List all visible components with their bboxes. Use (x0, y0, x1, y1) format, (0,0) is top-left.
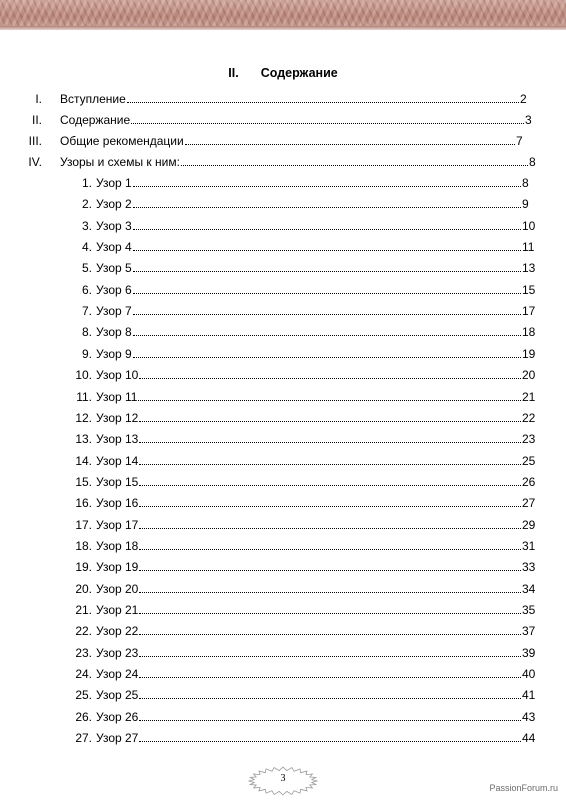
dot-leader (139, 378, 521, 379)
toc-pattern-entry (0, 388, 566, 406)
pattern-number: 15. (75, 474, 92, 489)
toc-entry-page: 8 (529, 155, 536, 169)
pattern-label: Узор 10 (96, 368, 139, 383)
pattern-label: Узор 11 (96, 389, 138, 404)
pattern-page: 40 (522, 667, 536, 682)
toc-entry-page: 7 (516, 134, 523, 148)
dot-leader (139, 464, 521, 465)
pattern-number: 14. (75, 453, 92, 468)
toc-pattern-entry (0, 665, 566, 683)
pattern-label: Узор 24 (96, 667, 139, 682)
toc-pattern-entry (0, 259, 566, 277)
pattern-page: 21 (522, 389, 536, 404)
toc-entry-marker: IV. (28, 155, 42, 169)
pattern-label: Узор 9 (96, 346, 132, 361)
section-number: II. (228, 66, 239, 80)
pattern-number: 12. (75, 410, 92, 425)
toc-entry (0, 90, 566, 108)
pattern-page: 18 (522, 325, 536, 340)
dot-leader (133, 250, 521, 251)
pattern-label: Узор 20 (96, 581, 139, 596)
dot-leader (139, 656, 521, 657)
toc-pattern-entry (0, 323, 566, 341)
pattern-page: 13 (522, 261, 536, 276)
pattern-label: Узор 8 (96, 325, 132, 340)
toc-entry (0, 153, 566, 171)
dot-leader (133, 207, 521, 208)
toc-entry-label: Вступление (60, 92, 126, 106)
toc-pattern-entry (0, 601, 566, 619)
pattern-page: 25 (522, 453, 536, 468)
pattern-number: 9. (81, 346, 92, 361)
dot-leader (139, 698, 521, 699)
toc-entry (0, 111, 566, 129)
toc-entry-marker: III. (28, 134, 42, 148)
toc-pattern-entry (0, 195, 566, 213)
dot-leader (127, 102, 519, 103)
pattern-number: 4. (81, 240, 92, 255)
pattern-page: 15 (522, 282, 536, 297)
toc-pattern-entry (0, 345, 566, 363)
toc-pattern-entry (0, 708, 566, 726)
pattern-number: 24. (75, 667, 92, 682)
dot-leader (139, 442, 521, 443)
dot-leader (139, 634, 521, 635)
toc-pattern-entry (0, 302, 566, 320)
pattern-number: 21. (75, 603, 92, 617)
toc-pattern-entry (0, 174, 566, 192)
pattern-number: 6. (81, 282, 92, 297)
dot-leader (139, 528, 521, 529)
dot-leader (133, 357, 521, 358)
pattern-number: 16. (75, 496, 92, 511)
watermark: PassionForum.ru (489, 783, 558, 793)
dot-leader (139, 421, 521, 422)
toc-pattern-entry (0, 686, 566, 704)
pattern-page: 17 (522, 304, 536, 319)
pattern-number: 10. (75, 368, 92, 383)
pattern-page: 35 (522, 603, 536, 617)
toc-pattern-entry (0, 537, 566, 555)
pattern-page: 9 (522, 197, 529, 212)
dot-leader (139, 741, 521, 742)
toc-pattern-entry (0, 580, 566, 598)
pattern-label: Узор 16 (96, 496, 139, 511)
pattern-label: Узор 15 (96, 474, 139, 489)
pattern-label: Узор 23 (96, 645, 139, 660)
pattern-page: 31 (522, 538, 536, 553)
pattern-page: 44 (522, 731, 536, 746)
toc-entry-marker: II. (31, 113, 42, 127)
dot-leader (139, 549, 521, 550)
pattern-page: 41 (522, 688, 536, 703)
dot-leader (139, 592, 521, 593)
pattern-number: 1. (81, 176, 92, 190)
page-number: 3 (280, 773, 286, 784)
pattern-number: 8. (81, 325, 92, 340)
pattern-page: 33 (522, 560, 536, 575)
pattern-label: Узор 18 (96, 538, 139, 553)
dot-leader (133, 229, 521, 230)
toc-pattern-entry (0, 366, 566, 384)
pattern-number: 3. (81, 218, 92, 233)
toc-entry-label: Узоры и схемы к ним: (60, 155, 180, 169)
dot-leader (133, 314, 521, 315)
toc-pattern-entry (0, 430, 566, 448)
pattern-page: 39 (522, 645, 536, 660)
toc-pattern-entry (0, 644, 566, 662)
toc-entry-page: 3 (525, 113, 532, 127)
pattern-label: Узор 14 (96, 453, 139, 468)
pattern-number: 13. (75, 432, 92, 447)
pattern-label: Узор 19 (96, 560, 139, 575)
section-title: Содержание (260, 66, 338, 80)
toc-entry-marker: I. (35, 92, 42, 106)
toc-pattern-entry (0, 238, 566, 256)
pattern-label: Узор 21 (96, 603, 139, 617)
toc-pattern-entry (0, 409, 566, 427)
toc-pattern-entry (0, 494, 566, 512)
toc-pattern-entry (0, 516, 566, 534)
pattern-label: Узор 6 (96, 282, 132, 297)
dot-leader (139, 613, 521, 614)
pattern-label: Узор 27 (96, 731, 139, 746)
pattern-number: 7. (81, 304, 92, 319)
pattern-page: 29 (522, 517, 536, 532)
toc-entry-label: Общие рекомендации (60, 134, 184, 148)
pattern-label: Узор 12 (96, 410, 139, 425)
pattern-number: 5. (81, 261, 92, 276)
pattern-number: 23. (75, 645, 92, 660)
pattern-number: 19. (75, 560, 92, 575)
pattern-label: Узор 4 (96, 240, 132, 255)
pattern-number: 27. (75, 731, 92, 746)
pattern-number: 18. (75, 538, 92, 553)
dot-leader (133, 271, 521, 272)
pattern-number: 11. (76, 389, 92, 404)
pattern-number: 22. (75, 624, 92, 639)
pattern-label: Узор 3 (96, 218, 132, 233)
toc-pattern-entry (0, 473, 566, 491)
dot-leader (139, 720, 521, 721)
pattern-number: 20. (75, 581, 92, 596)
pattern-page: 23 (522, 432, 536, 447)
pattern-page: 27 (522, 496, 536, 511)
toc-entry (0, 132, 566, 150)
toc-entry-label: Содержание (60, 113, 131, 127)
dot-leader (138, 400, 521, 401)
pattern-label: Узор 26 (96, 709, 139, 724)
page-title (0, 66, 566, 80)
pattern-page: 22 (522, 410, 536, 425)
toc-pattern-entry (0, 452, 566, 470)
pattern-page: 26 (522, 474, 536, 489)
toc-entry-page: 2 (520, 92, 527, 106)
toc-pattern-entry (0, 622, 566, 640)
pattern-page: 20 (522, 368, 536, 383)
pattern-number: 26. (75, 709, 92, 724)
dot-leader (181, 165, 528, 166)
pattern-label: Узор 22 (96, 624, 139, 639)
toc-pattern-entry (0, 558, 566, 576)
pattern-page: 43 (522, 709, 536, 724)
pattern-number: 25. (75, 688, 92, 703)
dot-leader (185, 144, 515, 145)
dot-leader (139, 570, 521, 571)
pattern-page: 34 (522, 581, 536, 596)
dot-leader (131, 123, 524, 124)
dot-leader (139, 506, 521, 507)
pattern-label: Узор 17 (96, 517, 139, 532)
pattern-page: 10 (522, 218, 536, 233)
pattern-label: Узор 5 (96, 261, 132, 276)
pattern-label: Узор 13 (96, 432, 139, 447)
dot-leader (133, 293, 521, 294)
dot-leader (139, 677, 521, 678)
toc-pattern-entry (0, 281, 566, 299)
decorative-braid-banner (0, 0, 566, 30)
pattern-number: 2. (81, 197, 92, 212)
pattern-label: Узор 1 (96, 176, 132, 190)
dot-leader (133, 186, 521, 187)
toc-pattern-entry (0, 217, 566, 235)
dot-leader (133, 335, 521, 336)
pattern-page: 8 (522, 176, 529, 190)
pattern-number: 17. (75, 517, 92, 532)
pattern-page: 37 (522, 624, 536, 639)
pattern-label: Узор 2 (96, 197, 132, 212)
pattern-page: 11 (522, 240, 535, 255)
pattern-label: Узор 25 (96, 688, 139, 703)
dot-leader (139, 485, 521, 486)
pattern-label: Узор 7 (96, 304, 132, 319)
toc-pattern-entry (0, 729, 566, 747)
pattern-page: 19 (522, 346, 536, 361)
